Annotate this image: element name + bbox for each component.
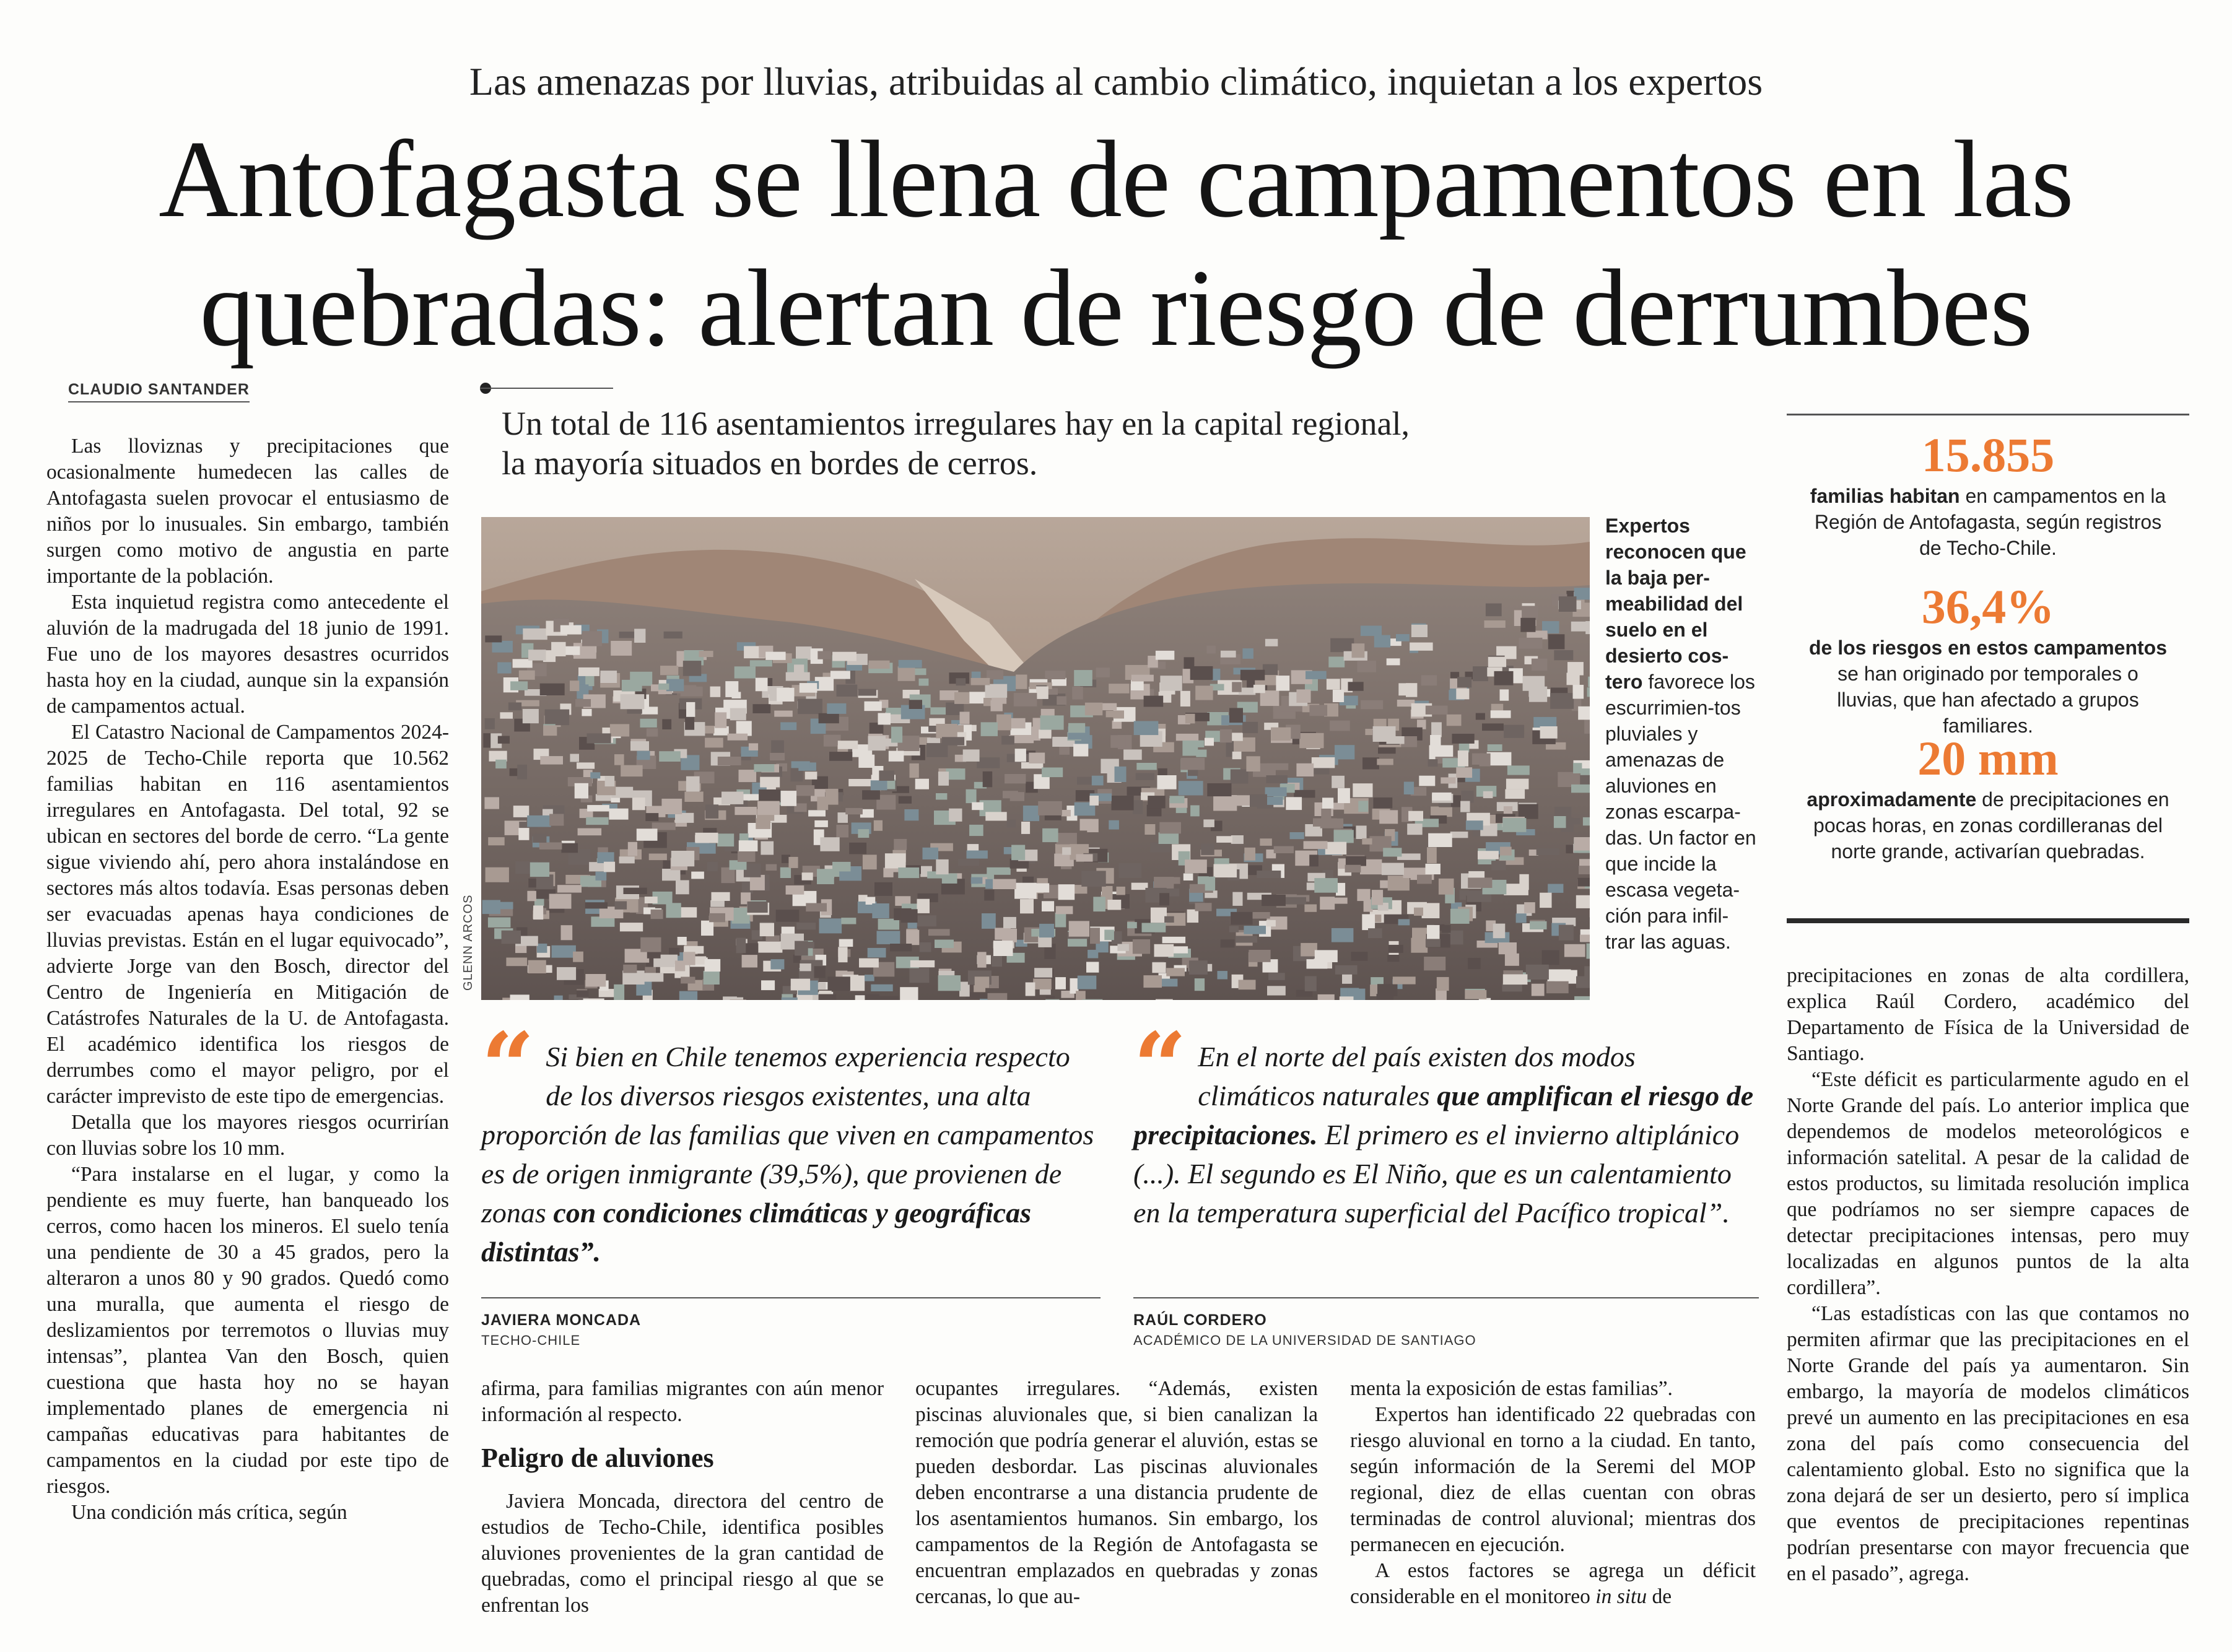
quote-1-name: JAVIERA MONCADA — [481, 1311, 642, 1329]
caption-text: favorece los escurrimien-tos pluviales y amenazas de aluviones en zonas escarpa-das. Un factor en que incide la escasa vegeta-ción para infil-trar las aguas. — [1605, 671, 1756, 953]
quote-1-rule — [481, 1297, 1101, 1298]
body-column-1 — [46, 433, 449, 1526]
caption-bold: Expertos reconocen que la baja per-meabilidad del suelo en el desierto cos-tero — [1605, 515, 1746, 693]
stat-value: 36,4% — [1921, 580, 2055, 633]
subheading: Peligro de aluviones — [481, 1443, 714, 1473]
headline-line-1: Antofagasta se llena de campamentos en las — [159, 118, 2073, 240]
kicker: Las amenazas por lluvias, atribuidas al cambio climático, inquietan a los expertos — [469, 59, 1763, 103]
deck-line-1: Un total de 116 asentamientos irregulares hay en la capital regional, — [502, 405, 1410, 442]
paragraph: afirma, para familias migrantes con aún menor información al respecto. — [481, 1377, 884, 1426]
sidebar-bottom-rule — [1787, 918, 2189, 923]
settlement-photo — [481, 517, 1590, 1000]
quote-mark-icon: “ — [481, 1012, 535, 1121]
body-column-5 — [1787, 963, 2189, 1587]
paragraph: ocupantes irregulares. “Además, existen piscinas aluvionales que, si bien canalizan la remoción que podría generar el aluvión, estas se pueden desbordar. Las piscinas aluvionales deben encontrarse a una distancia prudente de los asentamientos humanos. Sin embargo, los campamentos de la Región de Antofagasta se encuentran emplazados en quebradas y zonas cercanas, lo que au- — [915, 1377, 1318, 1608]
sidebar-top-rule — [1787, 414, 2189, 415]
paragraph: “Este déficit es particularmente agudo en el Norte Grande del país. Lo anterior implica que dependemos de modelos meteorológicos e información satelital. A pesar de la calidad de estos productos, su limitada resolución implica que podríamos no ser siempre capaces de detectar precipitaciones intensas, pero muy localizadas en algunos puntos de la alta cordillera”. — [1787, 1068, 2189, 1299]
stat-description: de los riesgos en estos campamentos se han originado por temporales o lluvias, que han afectado a grupos familiares. — [1809, 637, 2167, 737]
stat-value: 15.855 — [1921, 428, 2055, 482]
pull-quote-1: “ Si bien en Chile tenemos experiencia respecto de los diversos riesgos existentes, una alta proporción de las familias que viven en campamentos es de origen inmigrante (39,5%), que provienen de zonas con condiciones climáticas y geográficas distintas”. — [481, 1012, 1094, 1267]
paragraph: Detalla que los mayores riesgos ocurrirían con lluvias sobre los 10 mm. — [46, 1111, 449, 1160]
quote-2-role: ACADÉMICO DE LA UNIVERSIDAD DE SANTIAGO — [1133, 1332, 1476, 1348]
stat-block-2 — [1787, 579, 2189, 739]
paragraph: “Para instalarse en el lugar, y como la pendiente es muy fuerte, han banqueado los cerros, como hacen los mineros. El suelo tenía una pendiente de 30 a 45 grados, pero la alteraron a unos 80 y 90 grados. Quedó como una muralla, que aumenta el riesgo de deslizamientos por terremotos o lluvias muy intensas”, plantea Van den Bosch, quien cuestiona que hasta hoy no se hayan implementado planes de emergencia ni campañas educativas para habitantes de campamentos en la ciudad por este tipo de riesgos. — [46, 1163, 449, 1498]
stat-block-3 — [1787, 731, 2189, 864]
body-column-4 — [1350, 1376, 1756, 1610]
paragraph: Expertos han identificado 22 quebradas con riesgo aluvional en torno a la ciudad. En tanto, según información de la Seremi del MOP regional, diez de ellas cuentan con obras terminadas de control aluvional; mientras dos permanecen en ejecución. — [1350, 1403, 1756, 1556]
deck-line-2: la mayoría situados en bordes de cerros. — [502, 445, 1038, 482]
paragraph: precipitaciones en zonas de alta cordillera, explica Raúl Cordero, académico del Departamento de Física de la Universidad de Santiago. — [1787, 964, 2189, 1065]
paragraph: Esta inquietud registra como antecedente el aluvión de la madrugada del 18 junio de 1991. Fue uno de los mayores desastres ocurridos hasta hoy en la ciudad, aunque sin la expansión de campamentos actual. — [46, 591, 449, 718]
stat-block-1 — [1787, 427, 2189, 561]
quote-2-rule — [1133, 1297, 1759, 1298]
quote-2-name: RAÚL CORDERO — [1133, 1311, 1267, 1329]
paragraph: A estos factores se agrega un déficit considerable en el monitoreo in situ de — [1350, 1559, 1756, 1608]
deck-rule — [480, 388, 613, 389]
paragraph: “Las estadísticas con las que contamos no permiten afirmar que las precipitaciones en el Norte Grande del país ya aumentaron. Sin embargo, la mayoría de modelos climáticos prevé un aumento en las precipitaciones en esa zona del país como consecuencia del calentamiento global. Esto no significa que la zona dejará de ser un desierto, pero sí implica que eventos de precipitaciones repentinas podrían presentarse con mayor frecuencia que en el pasado”, agrega. — [1787, 1302, 2189, 1585]
paragraph: El Catastro Nacional de Campamentos 2024-2025 de Techo-Chile reporta que 10.562 familias habitan en 116 asentamientos irregulares en Antofagasta. Del total, 92 se ubican en sectores del borde de cerro. “La gente sigue viviendo ahí, pero ahora instalándose en sectores más altos todavía. Esas personas deben ser evacuadas apenas haya condiciones de lluvias previstas. Están en el lugar equivocado”, advierte Jorge van den Bosch, director del Centro de Ingeniería en Mitigación de Catástrofes Naturales de la U. de Antofagasta. El académico identifica los riesgos de derrumbes como el mayor peligro, por el carácter imprevisto de este tipo de emergencias. — [46, 721, 449, 1108]
stat-description: aproximadamente de precipitaciones en pocas horas, en zonas cordilleranas del norte grande, activarían quebradas. — [1807, 788, 2169, 863]
paragraph: Una condición más crítica, según — [71, 1501, 347, 1524]
paragraph: Javiera Moncada, directora del centro de estudios de Techo-Chile, identifica posibles aluviones provenientes de la gran cantidad de quebradas, como el principal riesgo al que se enfrentan los — [481, 1490, 884, 1617]
stat-description: familias habitan en campamentos en la Región de Antofagasta, según registros de Techo-Chile. — [1810, 485, 2166, 559]
body-column-2 — [481, 1376, 884, 1619]
quote-mark-icon: “ — [1133, 1012, 1187, 1121]
paragraph: Las lloviznas y precipitaciones que ocasionalmente humedecen las calles de Antofagasta suelen provocar el entusiasmo de niños por lo inusuales. Sin embargo, también surgen como motivo de angustia en parte importante de la población. — [46, 435, 449, 588]
photo-caption — [1605, 513, 1757, 955]
body-column-3 — [915, 1376, 1318, 1610]
quote-1-role: TECHO-CHILE — [481, 1332, 581, 1348]
photo-credit: GLENN ARCOS — [461, 894, 475, 991]
deck — [502, 404, 1616, 483]
paragraph: menta la exposición de estas familias”. — [1350, 1377, 1673, 1400]
byline: CLAUDIO SANTANDER — [68, 381, 250, 402]
headline — [37, 115, 2195, 372]
stat-value: 20 mm — [1917, 731, 2059, 785]
pull-quote-2: “ En el norte del país existen dos modos climáticos naturales que amplifican el riesgo de precipitaciones. El primero es el invierno altiplánico (...). El segundo es El Niño, que es un calentamiento en la temperatura superficial del Pacífico tropical”. — [1133, 1012, 1754, 1228]
headline-line-2: quebradas: alertan de riesgo de derrumbes — [199, 246, 2033, 369]
